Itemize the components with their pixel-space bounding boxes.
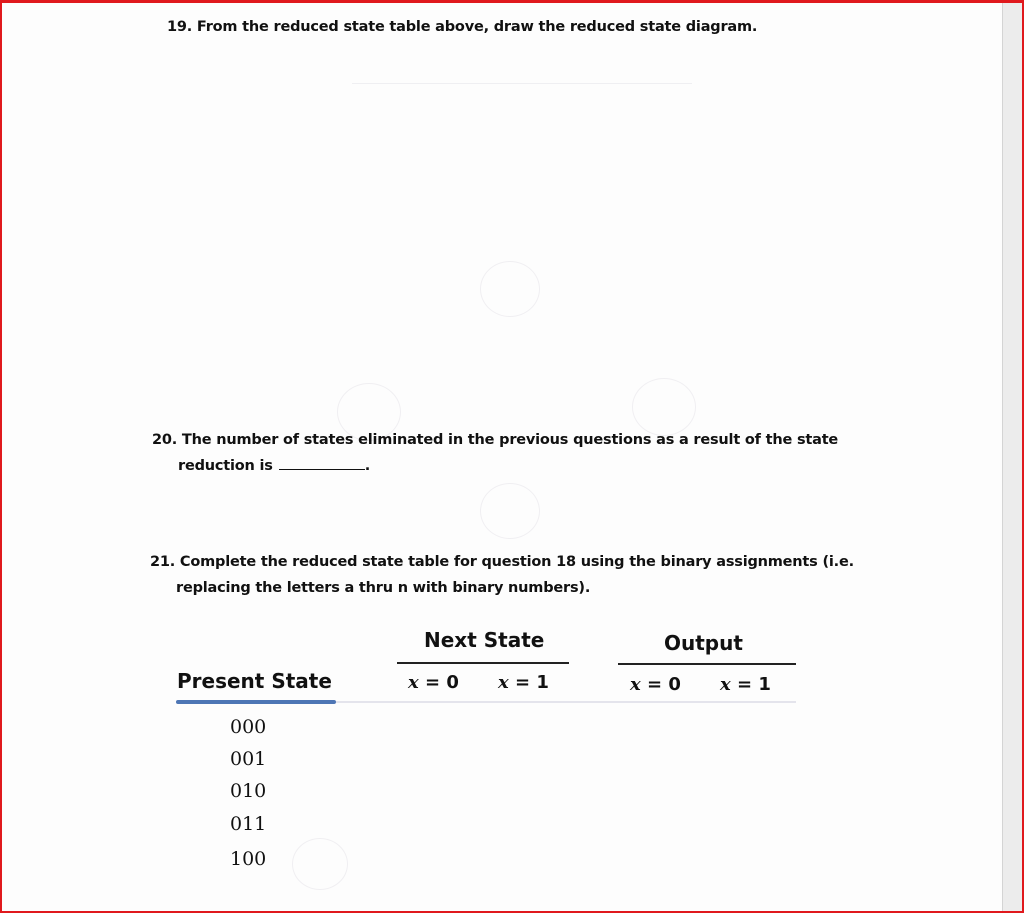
question-19 <box>167 14 757 40</box>
answer-blank[interactable] <box>279 455 365 470</box>
bleed-through-circle <box>480 483 540 539</box>
next-state-header: Next State <box>424 628 545 652</box>
present-state-row: 001 <box>230 748 267 770</box>
next-state-x0-column: x = 0 <box>408 672 459 693</box>
output-header: Output <box>664 631 743 655</box>
question-20-period: . <box>364 458 371 474</box>
question-21 <box>150 549 854 601</box>
adjacent-page-edge <box>1002 3 1024 913</box>
question-20-line1: 20. The number of states eliminated in the previous questions as a result of the state <box>152 432 839 448</box>
next-state-x1-column: x = 1 <box>498 672 549 693</box>
worksheet-page <box>2 3 1002 913</box>
present-state-row: 000 <box>230 716 267 738</box>
question-20-reduction-text: reduction is <box>178 458 273 474</box>
x-variable: x <box>720 674 731 695</box>
x-variable: x <box>498 672 509 693</box>
present-state-row: 010 <box>230 780 267 802</box>
output-x1-column: x = 1 <box>720 674 771 695</box>
question-20-line2 <box>152 453 838 479</box>
bleed-through-circle <box>292 838 348 890</box>
present-state-row: 100 <box>230 848 267 870</box>
present-state-header: Present State <box>177 669 332 693</box>
present-state-row: 011 <box>230 813 267 835</box>
question-20 <box>152 427 838 479</box>
x-variable: x <box>630 674 641 695</box>
bleed-through-texture <box>352 83 692 214</box>
header-underline <box>176 700 336 704</box>
question-21-line1: 21. Complete the reduced state table for question 18 using the binary assignments (i.e. <box>150 554 854 570</box>
question-19-text: 19. From the reduced state table above, draw the reduced state diagram. <box>167 19 758 35</box>
bleed-through-circle <box>480 261 540 317</box>
x-variable: x <box>408 672 419 693</box>
next-state-header-rule <box>397 662 569 664</box>
header-underline-faint <box>336 701 796 703</box>
question-21-line2: replacing the letters a thru n with binary numbers). <box>176 580 591 596</box>
output-x0-column: x = 0 <box>630 674 681 695</box>
output-header-rule <box>618 663 796 665</box>
